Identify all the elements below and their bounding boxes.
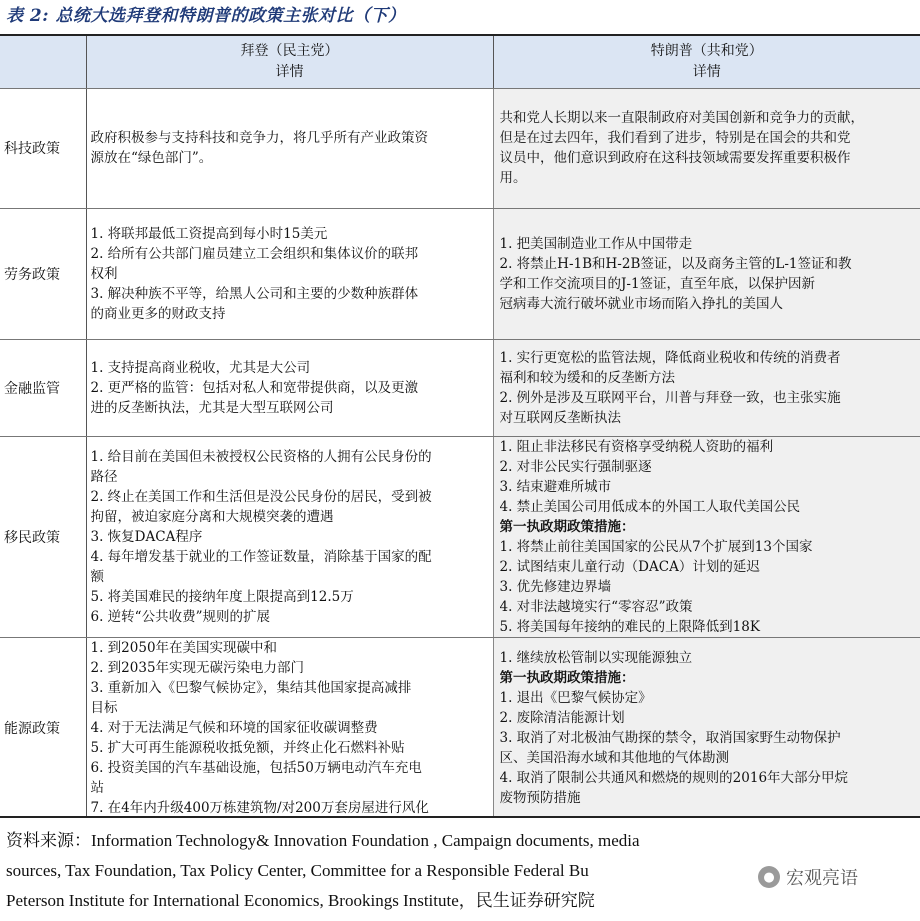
cell-text-line: 第一执政期政策措施： [499, 669, 635, 686]
header-trump-sub: 详情 [692, 63, 721, 80]
header-biden-sub: 详情 [275, 63, 304, 80]
policy-comparison-table [0, 36, 920, 818]
biden-tech-cell [86, 88, 493, 208]
cell-text-line: 2. 给所有公共部门雇员建立工会组织和集体议价的联邦 [90, 245, 419, 262]
cell-text-line: 3. 恢复DACA程序 [90, 528, 203, 545]
trump-immigration-cell [493, 436, 920, 637]
table-row [0, 208, 920, 339]
cell-text-line: 1. 将联邦最低工资提高到每小时15美元 [90, 225, 328, 242]
cell-text-line: 1. 到2050年在美国实现碳中和 [90, 639, 278, 656]
source-line: sources, Tax Foundation, Tax Policy Center, Committee for a Responsible Federal Bu [6, 861, 589, 880]
cell-text-line: 冠病毒大流行破坏就业市场而陷入挣扎的美国人 [499, 295, 783, 312]
cell-text-line: 额 [90, 568, 104, 585]
cell-text-line: 1. 把美国制造业工作从中国带走 [499, 235, 693, 252]
cell-text-line: 的商业更多的财政支持 [90, 305, 226, 322]
table-row [0, 436, 920, 637]
cell-text-line: 1. 继续放松管制以实现能源独立 [499, 649, 693, 666]
cell-text-line: 3. 解决种族不平等，给黑人公司和主要的少数种族群体 [90, 285, 419, 302]
cell-text-line: 2. 废除清洁能源计划 [499, 709, 625, 726]
biden-labor-cell [86, 208, 493, 339]
cell-text-line: 4. 对非法越境实行“零容忍”政策 [499, 598, 693, 615]
trump-energy-cell [493, 637, 920, 818]
row-label-labor: 劳务政策 [0, 208, 86, 339]
cell-text-line: 但是在过去四年，我们看到了进步，特别是在国会的共和党 [499, 130, 851, 146]
biden-energy-cell [86, 637, 493, 818]
cell-text-line: 废物预防措施 [499, 789, 581, 806]
cell-text-line: 1. 给目前在美国但未被授权公民资格的人拥有公民身份的 [90, 448, 432, 465]
table-header-row [0, 36, 920, 88]
source-line: Peterson Institute for International Economics, Brookings Institute，民生证券研究院 [6, 891, 595, 910]
header-biden-name: 拜登（民主党） [240, 42, 339, 59]
cell-text-line: 2. 试图结束儿童行动（DACA）计划的延迟 [499, 558, 760, 575]
table-row [0, 88, 920, 208]
cell-text-line: 3. 取消了对北极油气勘探的禁令，取消国家野生动物保护 [499, 729, 841, 746]
table-title: 表 2: 总统大选拜登和特朗普的政策主张对比（下） [6, 6, 406, 26]
header-blank [0, 36, 86, 88]
row-label-tech: 科技政策 [0, 88, 86, 208]
cell-text-line: 2. 到2035年实现无碳污染电力部门 [90, 659, 305, 676]
cell-text-line: 1. 退出《巴黎气候协定》 [499, 689, 652, 706]
cell-text-line: 4. 每年增发基于就业的工作签证数量，消除基于国家的配 [90, 548, 432, 565]
cell-text-line: 2. 终止在美国工作和生活但是没公民身份的居民，受到被 [90, 488, 432, 505]
cell-text-line: 权利 [90, 265, 118, 282]
watermark [758, 862, 858, 892]
row-label-energy: 能源政策 [0, 637, 86, 818]
cell-text-line: 2. 对非公民实行强制驱逐 [499, 458, 652, 475]
cell-text-line: 4. 禁止美国公司用低成本的外国工人取代美国公民 [499, 498, 801, 515]
row-label-immigration: 移民政策 [0, 436, 86, 637]
cell-text-line: 学和工作交流项目的J-1签证，直至年底，以保护因新 [499, 275, 816, 292]
cell-text-line: 5. 将美国难民的接纳年度上限提高到12.5万 [90, 588, 354, 605]
trump-finance-cell [493, 339, 920, 436]
cell-text-line: 拘留，被迫家庭分离和大规模突袭的遭遇 [90, 508, 334, 525]
cell-text-line: 2. 例外是涉及互联网平台，川普与拜登一致，也主张实施 [499, 389, 841, 406]
cell-text-line: 用。 [499, 170, 527, 186]
cell-text-line: 议员中，他们意识到政府在这科技领域需要发挥重要积极作 [499, 150, 851, 166]
cell-text-line: 6. 逆转“公共收费”规则的扩展 [90, 608, 270, 625]
cell-text-line: 目标 [90, 699, 118, 716]
cell-text-line: 源放在“绿色部门”。 [90, 150, 213, 166]
wechat-logo-icon: ● [758, 866, 780, 888]
cell-text-line: 区、美国沿海水域和其他地的气体勘测 [499, 749, 729, 766]
cell-text-line: 3. 重新加入《巴黎气候协定》，集结其他国家提高减排 [90, 679, 412, 696]
header-trump-name: 特朗普（共和党） [650, 42, 763, 59]
table-row [0, 637, 920, 818]
cell-text-line: 共和党人长期以来一直限制政府对美国创新和竞争力的贡献， [499, 110, 864, 126]
cell-text-line: 对互联网反垄断执法 [499, 409, 621, 426]
table-row [0, 339, 920, 436]
cell-text-line: 2. 更严格的监管：包括对私人和宽带提供商，以及更激 [90, 379, 419, 396]
bottom-rule [0, 816, 920, 818]
cell-text-line: 进的反垄断执法，尤其是大型互联网公司 [90, 399, 334, 416]
cell-text-line: 路径 [90, 468, 118, 485]
header-trump [493, 36, 920, 88]
biden-immigration-cell [86, 436, 493, 637]
row-label-finance: 金融监管 [0, 339, 86, 436]
cell-text-line: 政府积极参与支持科技和竞争力，将几乎所有产业政策资 [90, 130, 428, 146]
cell-text-line: 1. 支持提高商业税收，尤其是大公司 [90, 359, 311, 376]
watermark-text: 宏观亮语 [786, 868, 858, 889]
cell-text-line: 1. 将禁止前往美国国家的公民从7个扩展到13个国家 [499, 538, 813, 555]
cell-text-line: 5. 将美国每年接纳的难民的上限降低到18K [499, 618, 760, 635]
cell-text-line: 6. 投资美国的汽车基础设施，包括50万辆电动汽车充电 [90, 759, 422, 776]
cell-text-line: 3. 结束避难所城市 [499, 478, 612, 495]
cell-text-line: 站 [90, 779, 104, 796]
trump-tech-cell [493, 88, 920, 208]
cell-text-line: 福利和较为缓和的反垄断方法 [499, 369, 675, 386]
source-line: 资料来源：Information Technology& Innovation Foundation , Campaign documents, media [6, 831, 640, 850]
cell-text-line: 4. 取消了限制公共通风和燃烧的规则的2016年大部分甲烷 [499, 769, 849, 786]
cell-text-line: 2. 将禁止H-1B和H-2B签证，以及商务主管的L-1签证和教 [499, 255, 852, 272]
source-note [6, 826, 806, 916]
cell-text-line: 1. 阻止非法移民有资格享受纳税人资助的福利 [499, 438, 774, 455]
cell-text-line: 7. 在4年内升级400万栋建筑物/对200万套房屋进行风化 [90, 799, 429, 816]
trump-labor-cell [493, 208, 920, 339]
biden-finance-cell [86, 339, 493, 436]
cell-text-line: 3. 优先修建边界墙 [499, 578, 612, 595]
cell-text-line: 5. 扩大可再生能源税收抵免额，并终止化石燃料补贴 [90, 739, 405, 756]
cell-text-line: 1. 实行更宽松的监管法规，降低商业税收和传统的消费者 [499, 349, 841, 366]
cell-text-line: 第一执政期政策措施： [499, 518, 635, 535]
cell-text-line: 4. 对于无法满足气候和环境的国家征收碳调整费 [90, 719, 378, 736]
header-biden [86, 36, 493, 88]
